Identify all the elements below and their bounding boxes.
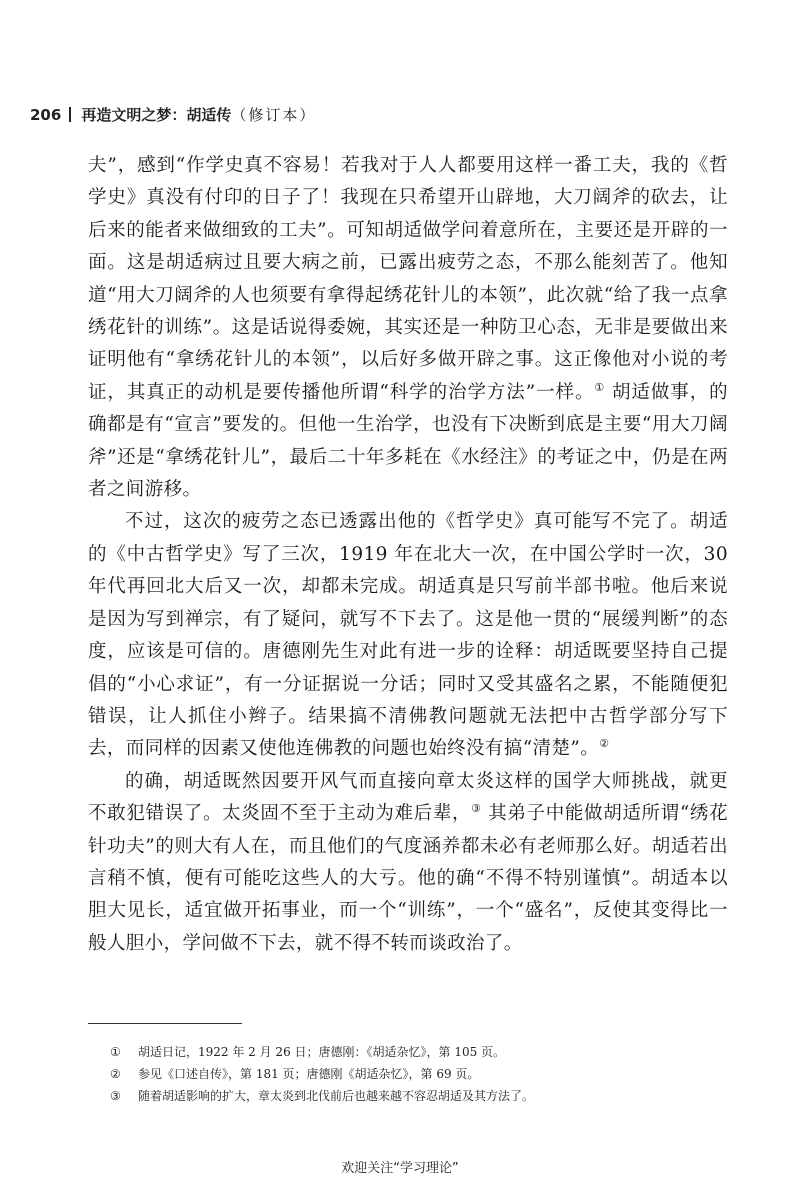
- paragraph-2: 不过，这次的疲劳之态已透露出他的《哲学史》真可能写不完了。胡适的《中古哲学史》写了三次，1919 年在北大一次，在中国公学时一次，30 年代再回北大后又一次，却都未完成。胡适真是只写前半部书啦。他后来说是因为写到禅宗，有了疑问，就写不下去了。这是他一贯的“展缓判断”的态度，应该是可信的。唐德刚先生对此有进一步的诠释：胡适既要坚持自己提倡的“小心求证”，有一分证据说一分话；同时又受其盛名之累，不能随便犯错误，让人抓住小辫子。结果搞不清佛教问题就无法把中古哲学部分写下去，而同样的因素又使他连佛教的问题也始终没有搞“清楚”。②: [88, 511, 728, 760]
- paragraph-1: 夫”，感到“作学史真不容易！若我对于人人都要用这样一番工夫，我的《哲学史》真没有付印的日子了！我现在只希望开山辟地，大刀阔斧的砍去，让后来的能者来做细致的工夫”。可知胡适做学问着意所在，主要还是开辟的一面。这是胡适病过且要大病之前，已露出疲劳之态，不那么能刻苦了。他知道“用大刀阔斧的人也须要有拿得起绣花针儿的本领”，此次就“给了我一点拿绣花针的训练”。这是话说得委婉，其实还是一种防卫心态，无非是要做出来证明他有“拿绣花针儿的本领”，以后好多做开辟之事。这正像他对小说的考证，其真正的动机是要传播他所谓“科学的治学方法”一样。① 胡适做事，的确都是有“宣言”要发的。但他一生治学，也没有下决断到底是主要“用大刀阔斧”还是“拿绣花针儿”，最后二十年多耗在《水经注》的考证之中，仍是在两者之间游移。: [88, 155, 729, 501]
- paragraph-3: 的确，胡适既然因要开风气而直接向章太炎这样的国学大师挑战，就更不敢犯错误了。太炎固不至于主动为难后辈，③ 其弟子中能做胡适所谓“绣花针功夫”的则大有人在，而且他们的气度涵养都未必有老师那么好。胡适若出言稍不慎，便有可能吃这些人的大亏。他的确“不得不特别谨慎”。胡适本以胆大见长，适宜做开拓事业，而一个“训练”，一个“盛名”，反使其变得比一般人胆小，学问做不下去，就不得不转而谈政治了。: [88, 770, 728, 954]
- header-divider: [69, 107, 71, 122]
- page-footer: 欢迎关注“学习理论”: [341, 1161, 459, 1176]
- footnote: [110, 1085, 730, 1107]
- footnote-mark: ③: [110, 1089, 121, 1103]
- footnote-text: 随着胡适影响的扩大，章太炎到北伐前后也越来越不容忍胡适及其方法了。: [138, 1089, 535, 1103]
- running-header: [30, 104, 316, 125]
- footnote-text: 胡适日记，1922 年 2 月 26 日；唐德刚：《胡适杂忆》，第 105 页。: [138, 1045, 506, 1059]
- footnote-mark: ②: [110, 1067, 121, 1081]
- footnote-separator: [88, 1023, 242, 1024]
- book-title: 再造文明之梦：胡适传: [81, 106, 232, 124]
- footnotes: [110, 1041, 730, 1107]
- edition-label: （修订本）: [231, 106, 317, 124]
- main-text: [88, 150, 728, 960]
- page-number: 206: [30, 106, 62, 124]
- footnote: [110, 1063, 730, 1085]
- footnote: [110, 1041, 730, 1063]
- footnote-ref-2: ②: [599, 737, 610, 751]
- footnote-mark: ①: [110, 1045, 121, 1059]
- footnote-text: 参见《口述自传》，第 181 页；唐德刚《胡适杂忆》，第 69 页。: [138, 1067, 480, 1081]
- footnote-ref-1: ①: [594, 380, 606, 394]
- footnote-ref-3: ③: [471, 801, 482, 815]
